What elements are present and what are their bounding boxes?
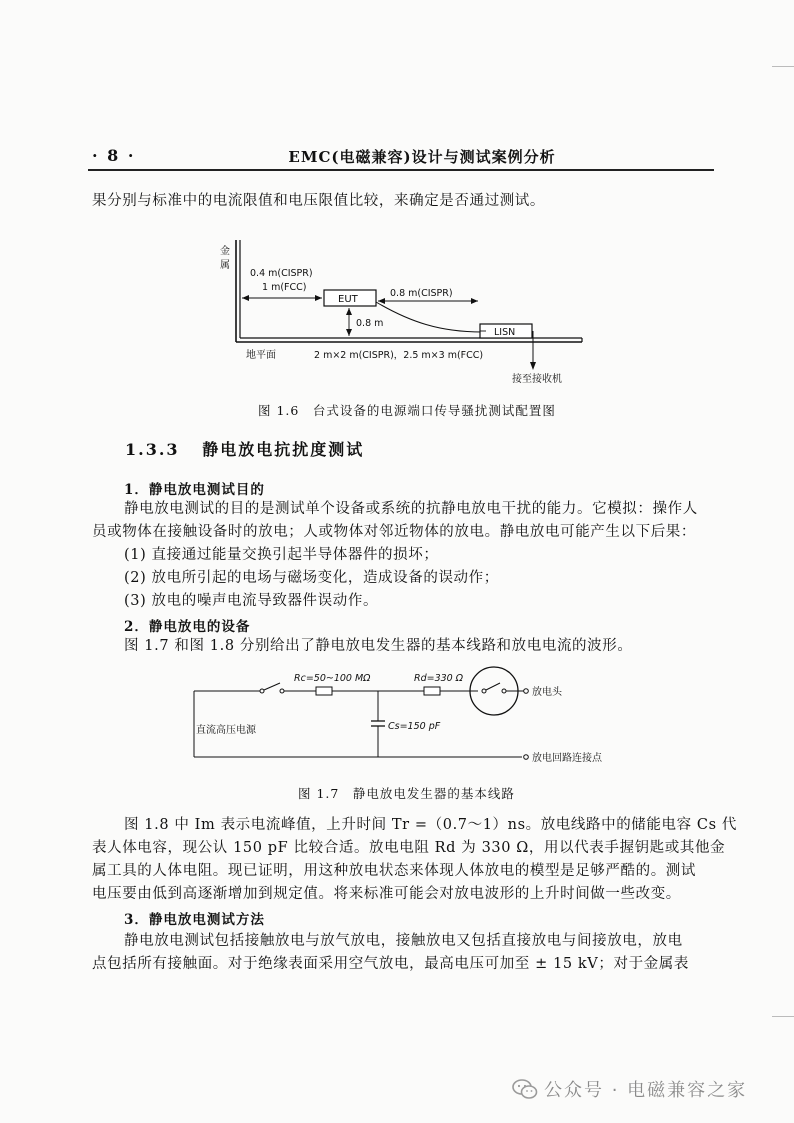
subheading-purpose: 1．静电放电测试目的: [124, 482, 265, 498]
paragraph-line: 点包括所有接触面。对于绝缘表面采用空气放电，最高电压可加至 ± 15 kV；对于金属表: [92, 956, 689, 972]
list-item: (2) 放电所引起的电场与磁场变化，造成设备的误动作；: [124, 570, 499, 586]
watermark-text: 公众号 · 电磁兼容之家: [544, 1080, 748, 1101]
section-title: 静电放电抗扰度测试: [202, 440, 365, 459]
rc-label: Rc=50~100 MΩ: [294, 673, 371, 684]
paragraph-line: 属工具的人体电阻。现已证明，用这种放电状态来体现人体放电的模型是足够严酷的。测试: [92, 863, 696, 879]
plane-size-label: 2 m×2 m(CISPR)，2.5 m×3 m(FCC): [314, 350, 484, 361]
subheading-equipment: 2．静电放电的设备: [124, 619, 251, 635]
figure-1-6-diagram: [210, 232, 590, 392]
lisn-label: LISN: [494, 327, 516, 338]
figure-1-7-caption: 图 1.7 静电放电发生器的基本线路: [298, 786, 515, 801]
dist-cispr-label: 0.4 m(CISPR): [250, 268, 313, 279]
height-label: 0.8 m: [356, 318, 384, 329]
paragraph-line: 静电放电测试包括接触放电与放气放电，接触放电又包括直接放电与间接放电，放电: [124, 933, 683, 949]
scan-mark: [772, 66, 794, 67]
scan-mark: [772, 1016, 794, 1017]
power-cable: [376, 302, 482, 332]
source-label: 直流高压电源: [196, 725, 256, 736]
discharge-tip-terminal: [524, 689, 529, 694]
list-item: (1) 直接通过能量交换引起半导体器件的损坏；: [124, 547, 439, 563]
paragraph-line: 表人体电容，现公认 150 pF 比较合适。放电电阻 Rd 为 330 Ω，用以代表手握钥匙或其他金: [92, 840, 726, 856]
subheading-method: 3．静电放电测试方法: [124, 912, 265, 928]
return-label: 放电回路连接点: [532, 753, 602, 764]
paragraph-line: 图 1.8 中 Im 表示电流峰值，上升时间 Tr =（0.7～1）ns。放电线路中的储能电容 Cs 代: [124, 817, 737, 833]
ground-plane-label: 地平面: [246, 350, 276, 361]
section-heading: [125, 437, 364, 460]
header-rule: [88, 169, 714, 171]
running-title: EMC(电磁兼容)设计与测试案例分析: [288, 148, 556, 166]
paragraph-line: 员或物体在接触设备时的放电；人或物体对邻近物体的放电。静电放电可能产生以下后果：: [92, 524, 696, 540]
paragraph-line: 静电放电测试的目的是测试单个设备或系统的抗静电放电干扰的能力。它模拟：操作人: [124, 501, 698, 517]
eut-label: EUT: [338, 294, 358, 305]
cs-label: Cs=150 pF: [388, 721, 441, 732]
metal-label: 金: [220, 246, 230, 257]
dist-eut-lisn-label: 0.8 m(CISPR): [390, 288, 453, 299]
resistor-rd: [424, 687, 440, 695]
figure-1-7-diagram: [188, 665, 648, 775]
list-item: (3) 放电的噪声电流导致器件误动作。: [124, 593, 379, 609]
receiver-label: 接至接收机: [512, 374, 562, 385]
rd-label: Rd=330 Ω: [414, 673, 464, 684]
wechat-icon: [512, 1078, 538, 1100]
paragraph-line: 电压要由低到高逐渐增加到规定值。将来标准可能会对放电波形的上升时间做一些改变。: [92, 886, 681, 902]
resistor-rc: [316, 687, 332, 695]
figure-1-6-caption: 图 1.6 台式设备的电源端口传导骚扰测试配置图: [258, 403, 556, 418]
metal-label: 属: [220, 260, 230, 271]
page-number: · 8 ·: [92, 146, 136, 165]
section-number: 1.3.3: [125, 440, 180, 459]
intro-line: 果分别与标准中的电流限值和电压限值比较，来确定是否通过测试。: [92, 193, 545, 209]
paragraph-line: 图 1.7 和图 1.8 分别给出了静电放电发生器的基本线路和放电电流的波形。: [124, 638, 633, 654]
dist-fcc-label: 1 m(FCC): [262, 282, 307, 293]
tip-label: 放电头: [532, 687, 562, 698]
return-terminal: [524, 755, 529, 760]
